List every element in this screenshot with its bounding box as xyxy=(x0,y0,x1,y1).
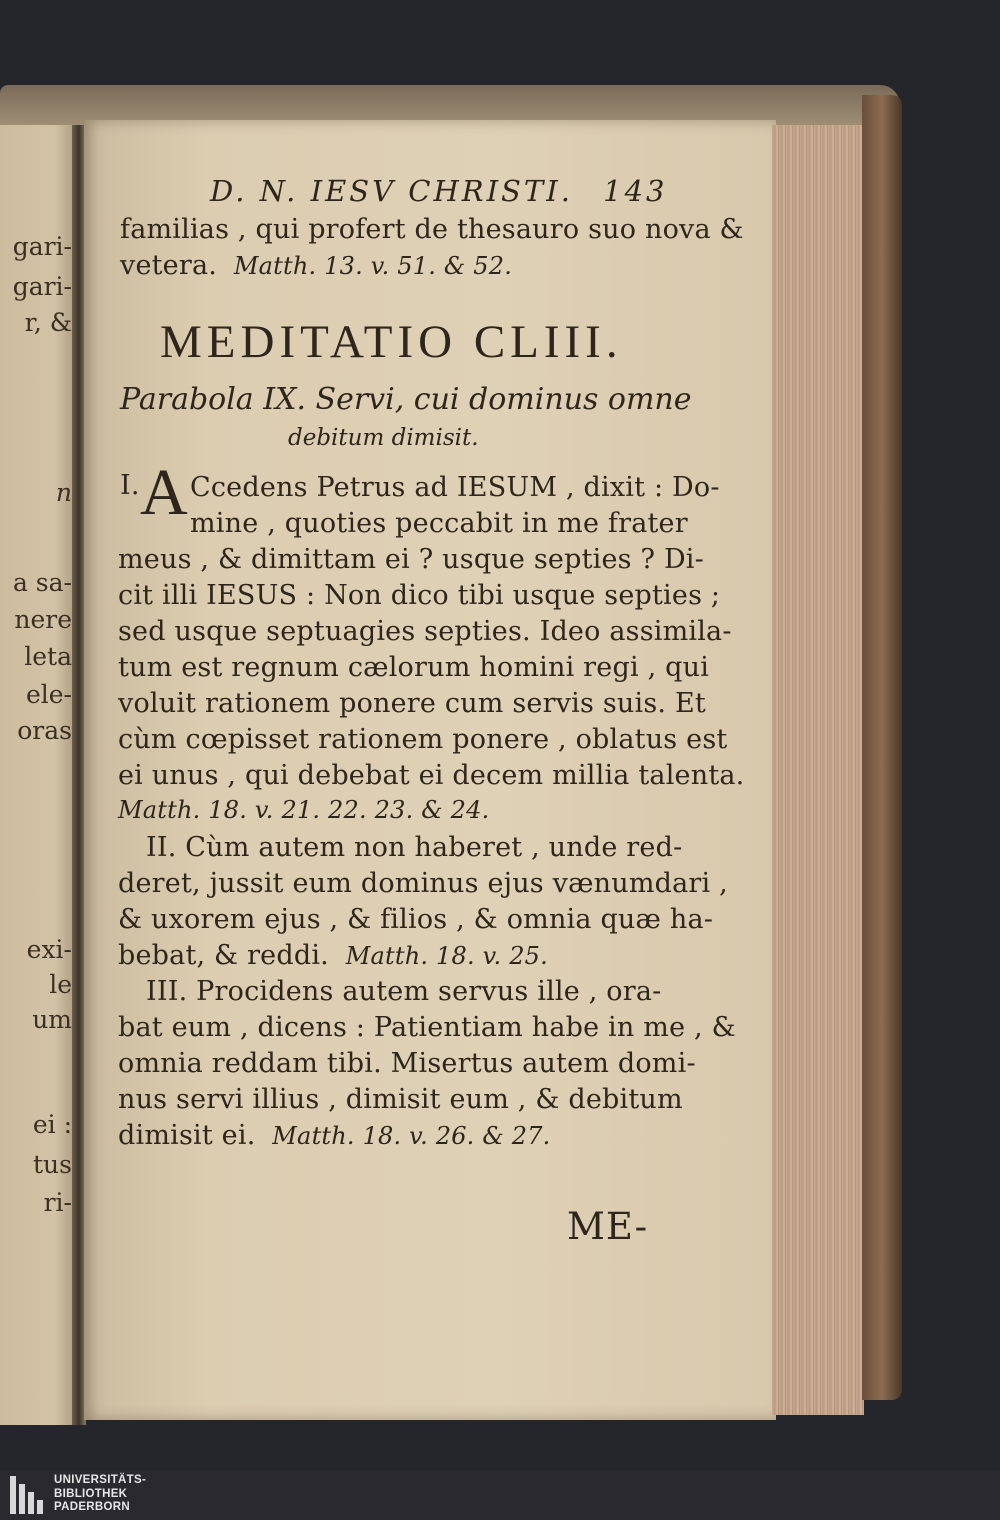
running-head xyxy=(210,174,668,208)
body-line: bat eum , dicens : Patientiam habe in me , & xyxy=(118,1012,736,1043)
body-line: familias , qui profert de thesauro suo nova & xyxy=(120,214,744,245)
paragraph-numeral: I. xyxy=(120,470,140,501)
body-line xyxy=(118,1120,551,1151)
body-line: & uxorem ejus , & filios , & omnia quæ ha- xyxy=(118,904,714,935)
scripture-reference: Matth. 13. v. 51. & 52. xyxy=(233,252,513,280)
left-fragment: exi- xyxy=(26,935,72,964)
left-fragment: gari- xyxy=(12,272,72,301)
page-number: 143 xyxy=(603,174,668,208)
running-head-title: D. N. IESV CHRISTI. xyxy=(210,174,573,208)
left-fragment: ei : xyxy=(32,1110,72,1139)
body-line: mine , quoties peccabit in me frater xyxy=(190,508,688,539)
body-text: bebat, & reddi. xyxy=(118,940,329,971)
scripture-reference: Matth. 18. v. 25. xyxy=(345,942,548,970)
body-line: tum est regnum cælorum homini regi , qui xyxy=(118,652,710,683)
page-edges xyxy=(772,125,864,1415)
left-fragment: um xyxy=(32,1005,72,1034)
body-line: nus servi illius , dimisit eum , & debitum xyxy=(118,1084,683,1115)
left-fragment: leta xyxy=(24,642,72,671)
left-fragment: ri- xyxy=(43,1188,72,1217)
body-line: Ccedens Petrus ad IESUM , dixit : Do- xyxy=(190,472,720,503)
body-line: III. Procidens autem servus ille , ora- xyxy=(146,976,662,1007)
library-name-line: BIBLIOTHEK xyxy=(54,1487,128,1500)
book-cover-edge xyxy=(862,95,902,1400)
body-line xyxy=(120,250,512,281)
body-line: deret, jussit eum dominus ejus vænumdari , xyxy=(118,868,728,899)
meditation-subtitle: Parabola IX. Servi, cui dominus omne xyxy=(120,382,692,417)
left-fragment: oras xyxy=(17,716,72,745)
library-name xyxy=(54,1474,146,1515)
left-fragment: a sa- xyxy=(12,568,72,597)
library-name-line: PADERBORN xyxy=(54,1501,130,1513)
library-logo-icon xyxy=(10,1476,46,1514)
left-fragment: gari- xyxy=(12,232,72,261)
left-fragment: tus xyxy=(33,1150,72,1179)
drop-cap: A xyxy=(140,456,188,529)
left-fragment: nere xyxy=(14,605,72,634)
library-footer xyxy=(0,1470,1000,1520)
body-line: II. Cùm autem non haberet , unde red- xyxy=(146,832,683,863)
meditation-subtitle: debitum dimisit. xyxy=(288,425,479,451)
body-text: dimisit ei. xyxy=(118,1120,256,1151)
body-line: omnia reddam tibi. Misertus autem domi- xyxy=(118,1048,696,1079)
body-line: meus , & dimittam ei ? usque septies ? Di- xyxy=(118,544,704,575)
scripture-reference: Matth. 18. v. 26. & 27. xyxy=(272,1122,551,1150)
left-fragment: le xyxy=(49,970,72,999)
body-text: vetera. xyxy=(120,250,218,281)
body-line: cit illi IESUS : Non dico tibi usque septies ; xyxy=(118,580,721,611)
left-fragment: n xyxy=(55,478,72,507)
left-fragment: ele- xyxy=(25,680,72,709)
body-line: ei unus , qui debebat ei decem millia talenta. xyxy=(118,760,745,791)
body-line: voluit rationem ponere cum servis suis. Et xyxy=(118,688,706,719)
body-line: cùm cœpisset rationem ponere , oblatus est xyxy=(118,724,728,755)
body-line: sed usque septuagies septies. Ideo assimila- xyxy=(118,616,732,647)
body-line xyxy=(118,940,548,971)
scripture-reference: Matth. 18. v. 21. 22. 23. & 24. xyxy=(118,796,490,824)
catchword: ME- xyxy=(567,1205,649,1248)
meditation-title: MEDITATIO CLIII. xyxy=(160,316,623,368)
left-fragment: r, & xyxy=(24,308,72,337)
library-name-line: UNIVERSITÄTS- xyxy=(54,1474,147,1486)
